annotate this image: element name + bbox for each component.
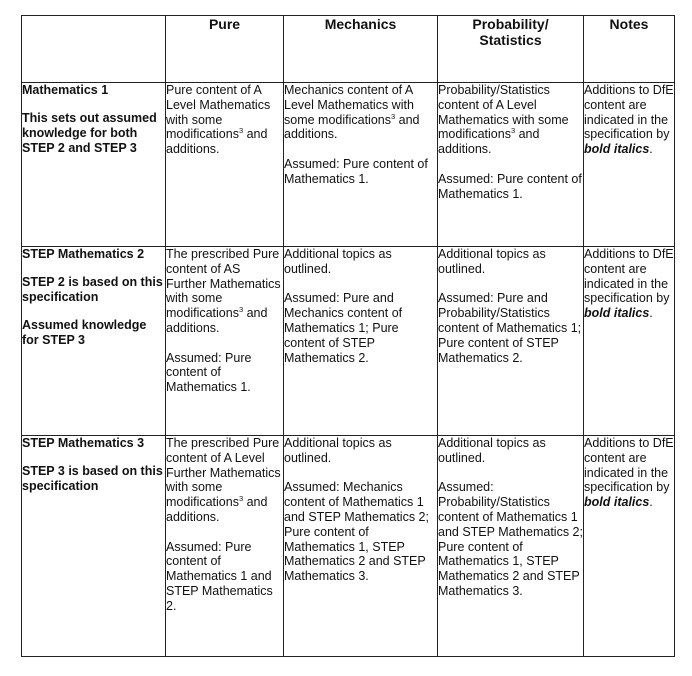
- cell-probability: [438, 436, 584, 657]
- row-header-step-mathematics-3: [22, 436, 166, 657]
- footnote-marker: 3: [391, 111, 396, 121]
- cell-assumed: Assumed: Pure and Mechanics content of Mathematics 1; Pure content of STEP Mathematics 2.: [284, 291, 403, 365]
- cell-probability: [438, 247, 584, 436]
- table-row: [22, 83, 675, 247]
- row-subtitle: This sets out assumed knowledge for both STEP 2 and STEP 3: [22, 111, 157, 155]
- cell-assumed: Assumed: Probability/Statistics content of Mathematics 1 and STEP Mathematics 2; Pure content of Mathematics 1, STEP Mathematics 2 and STEP Mathematics 3.: [438, 480, 583, 598]
- notes-emphasis: bold italics: [584, 142, 650, 157]
- row-title: Mathematics 1: [22, 83, 109, 97]
- cell-description: Additional topics as outlined.: [284, 247, 392, 276]
- table-row: [22, 247, 675, 436]
- cell-suffix: and additions.: [166, 306, 268, 335]
- notes-text: Additions to DfE content are indicated in the specification by: [584, 436, 674, 495]
- cell-description: Additional topics as outlined.: [438, 436, 546, 465]
- cell-notes: [584, 83, 675, 247]
- row-extra: Assumed knowledge for STEP 3: [22, 318, 147, 347]
- cell-notes: [584, 436, 675, 657]
- cell-description: The prescribed Pure content of AS Further Mathematics with some modifications: [166, 247, 281, 321]
- notes-text: Additions to DfE content are indicated in the specification by: [584, 83, 674, 142]
- row-header-step-mathematics-2: [22, 247, 166, 436]
- row-title: STEP Mathematics 2: [22, 247, 145, 261]
- footnote-marker: 3: [238, 126, 244, 136]
- cell-description: Additional topics as outlined.: [438, 247, 546, 276]
- notes-emphasis: bold italics: [584, 306, 650, 321]
- cell-suffix: and additions.: [166, 495, 268, 524]
- corner-cell: [22, 16, 166, 83]
- cell-notes: [584, 247, 675, 436]
- table-row: [22, 436, 675, 657]
- row-header-mathematics-1: [22, 83, 166, 247]
- notes-suffix: .: [649, 306, 653, 321]
- cell-mechanics: [284, 83, 438, 247]
- notes-text: Additions to DfE content are indicated in the specification by: [584, 247, 674, 306]
- cell-description: Pure content of A Level Mathematics with some modifications: [166, 83, 271, 142]
- row-subtitle: STEP 2 is based on this specification: [22, 275, 163, 304]
- cell-description: Mechanics content of A Level Mathematics with some modifications: [284, 83, 414, 127]
- footnote-marker: 3: [510, 126, 516, 136]
- column-header-probability-statistics: Probability/ Statistics: [438, 16, 584, 83]
- row-title: STEP Mathematics 3: [22, 436, 145, 450]
- cell-description: Additional topics as outlined.: [284, 436, 392, 465]
- row-subtitle: STEP 3 is based on this specification: [22, 464, 163, 493]
- cell-assumed: Assumed: Pure content of Mathematics 1.: [284, 156, 428, 186]
- column-header-mechanics: Mechanics: [284, 16, 438, 83]
- notes-suffix: .: [649, 495, 653, 510]
- cell-pure: [166, 247, 284, 436]
- specification-table: [21, 15, 675, 657]
- cell-assumed: Assumed: Pure content of Mathematics 1.: [166, 350, 252, 395]
- footnote-marker: 3: [238, 494, 244, 504]
- cell-description: Probability/Statistics content of A Level Mathematics with some modifications: [438, 83, 569, 142]
- notes-suffix: .: [649, 142, 653, 157]
- cell-suffix: and additions.: [438, 127, 540, 157]
- header-row: [22, 16, 675, 83]
- cell-pure: [166, 83, 284, 247]
- cell-suffix: and additions.: [166, 127, 268, 157]
- cell-assumed: Assumed: Pure and Probability/Statistics content of Mathematics 1; Pure content of STEP Mathematics 2.: [438, 291, 582, 365]
- cell-assumed: Assumed: Pure content of Mathematics 1 and STEP Mathematics 2.: [166, 539, 273, 613]
- column-header-notes: Notes: [584, 16, 675, 83]
- cell-suffix: and additions.: [284, 112, 420, 142]
- cell-description: The prescribed Pure content of A Level Further Mathematics with some modifications: [166, 436, 281, 510]
- cell-assumed: Assumed: Pure content of Mathematics 1.: [438, 171, 582, 201]
- cell-pure: [166, 436, 284, 657]
- cell-mechanics: [284, 247, 438, 436]
- footnote-marker: 3: [238, 305, 244, 315]
- cell-assumed: Assumed: Mechanics content of Mathematics 1 and STEP Mathematics 2; Pure content of Mathematics 1, STEP Mathematics 2 and STEP Mathematics 3.: [284, 480, 429, 584]
- cell-mechanics: [284, 436, 438, 657]
- notes-emphasis: bold italics: [584, 495, 650, 510]
- column-header-pure: Pure: [166, 16, 284, 83]
- cell-probability: [438, 83, 584, 247]
